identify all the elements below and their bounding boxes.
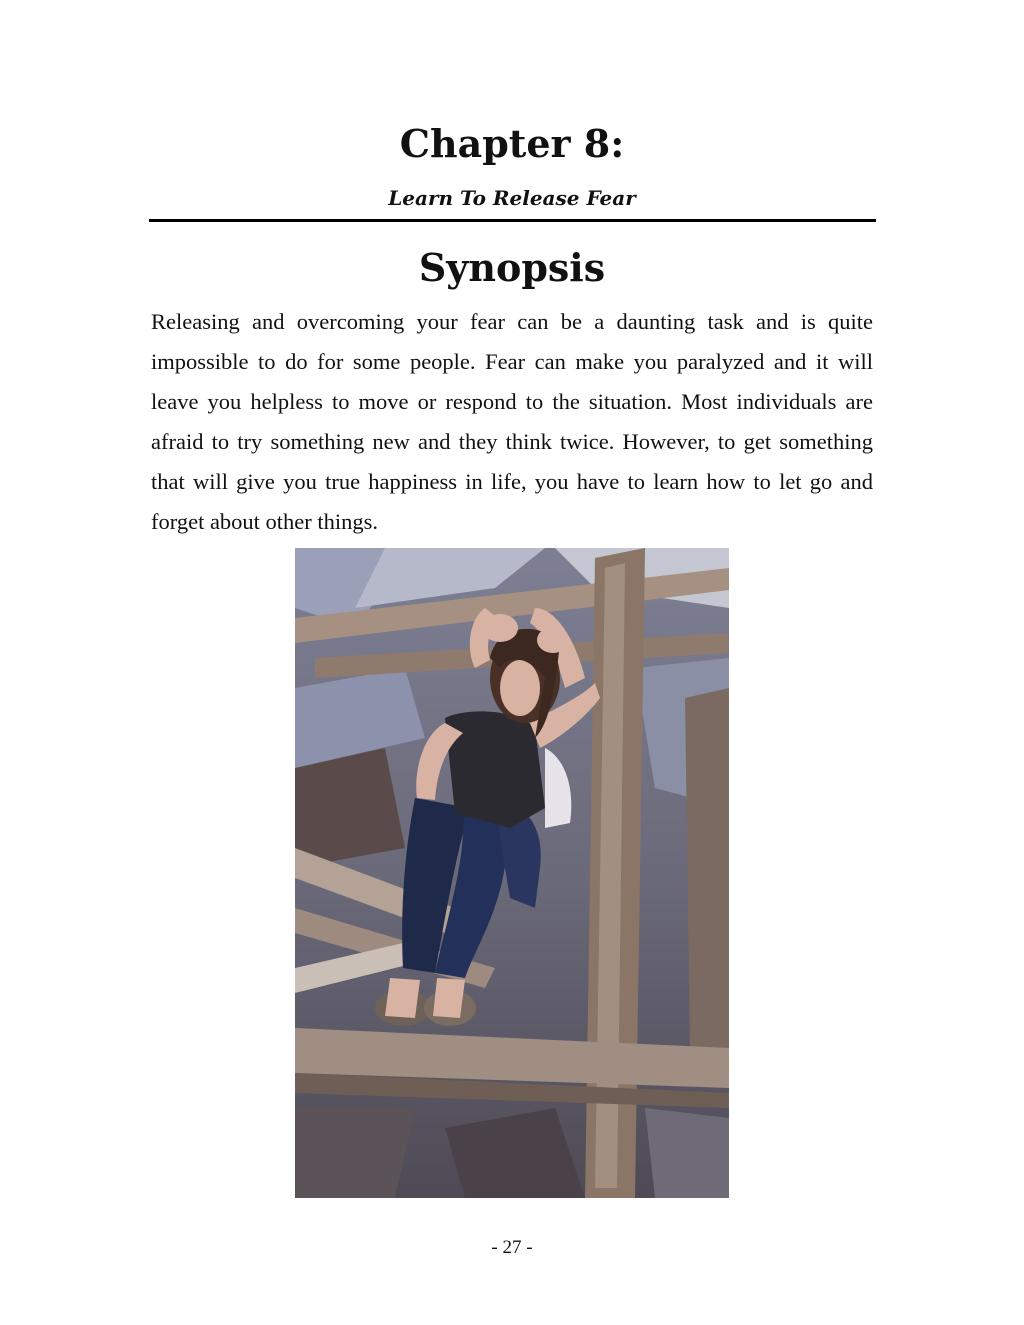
synopsis-paragraph: Releasing and overcoming your fear can be a daunting task and is quite impossible to do for some people. Fear can make you paralyzed and it will leave you helpless to move or respond to the situation. Most individuals are afraid to try something new and they think twice. However, to get something that will give you true happiness in life, you have to learn how to let go and forget about other things. — [151, 309, 873, 534]
chapter-title: Chapter 8: — [399, 121, 625, 166]
title-divider — [149, 219, 876, 222]
chapter-subtitle: Learn To Release Fear — [388, 186, 636, 210]
section-heading: Synopsis — [418, 245, 606, 290]
photo-woman-in-rubble — [295, 548, 729, 1198]
page-number: - 27 - — [491, 1237, 533, 1258]
photo-illustration — [295, 548, 729, 1198]
